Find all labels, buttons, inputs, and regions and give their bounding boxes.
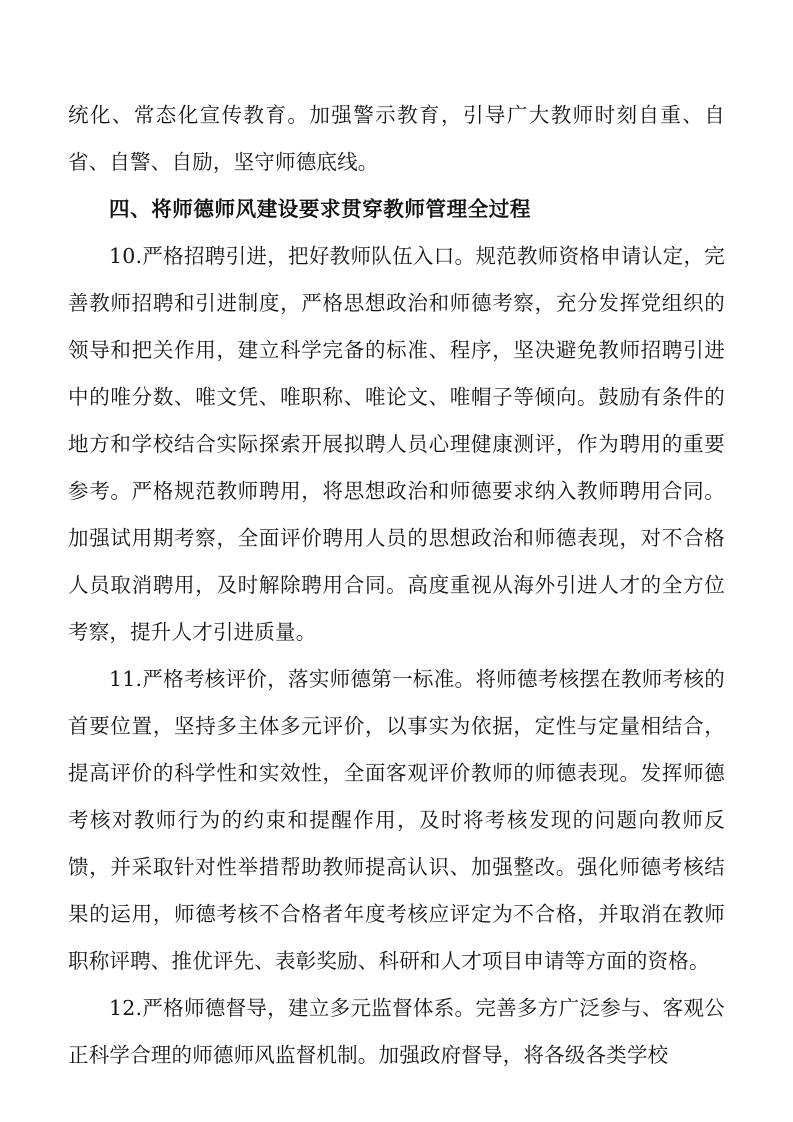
item-text-12: 严格师德督导，建立多元监督体系。完善多方广泛参与、客观公正科学合理的师德师风监督机制。加强政府督导，将各级各类学校 [68,996,725,1067]
numbered-paragraph-11 [68,656,725,985]
item-number-12: 12. [109,996,143,1020]
item-text-11: 严格考核评价，落实师德第一标准。将师德考核摆在教师考核的首要位置，坚持多主体多元评价，以事实为依据，定性与定量相结合，提高评价的科学性和实效性，全面客观评价教师的师德表现。发挥师德考核对教师行为的约束和提醒作用，及时将考核发现的问题向教师反馈，并采取针对性举措帮助教师提高认识、加强整改。强化师德考核结果的运用，师德考核不合格者年度考核应评定为不合格，并取消在教师职称评聘、推优评先、表彰奖励、科研和人才项目申请等方面的资格。 [68,667,725,973]
section-heading: 四、将师德师风建设要求贯穿教师管理全过程 [109,197,531,221]
numbered-paragraph-12 [68,985,725,1079]
paragraph-continuation: 统化、常态化宣传教育。加强警示教育，引导广大教师时刻自重、自省、自警、自励，坚守师德底线。 [68,103,725,174]
item-text-10: 严格招聘引进，把好教师队伍入口。规范教师资格申请认定，完善教师招聘和引进制度，严格思想政治和师德考察，充分发挥党组织的领导和把关作用，建立科学完备的标准、程序，坚决避免教师招聘引进中的唯分数、唯文凭、唯职称、唯论文、唯帽子等倾向。鼓励有条件的地方和学校结合实际探索开展拟聘人员心理健康测评，作为聘用的重要参考。严格规范教师聘用，将思想政治和师德要求纳入教师聘用合同。加强试用期考察，全面评价聘用人员的思想政治和师德表现，对不合格人员取消聘用，及时解除聘用合同。高度重视从海外引进人才的全方位考察，提升人才引进质量。 [68,244,725,644]
item-number-10: 10. [109,244,143,268]
document-body [68,92,725,1079]
numbered-paragraph-10 [68,233,725,656]
item-number-11: 11. [109,667,143,691]
